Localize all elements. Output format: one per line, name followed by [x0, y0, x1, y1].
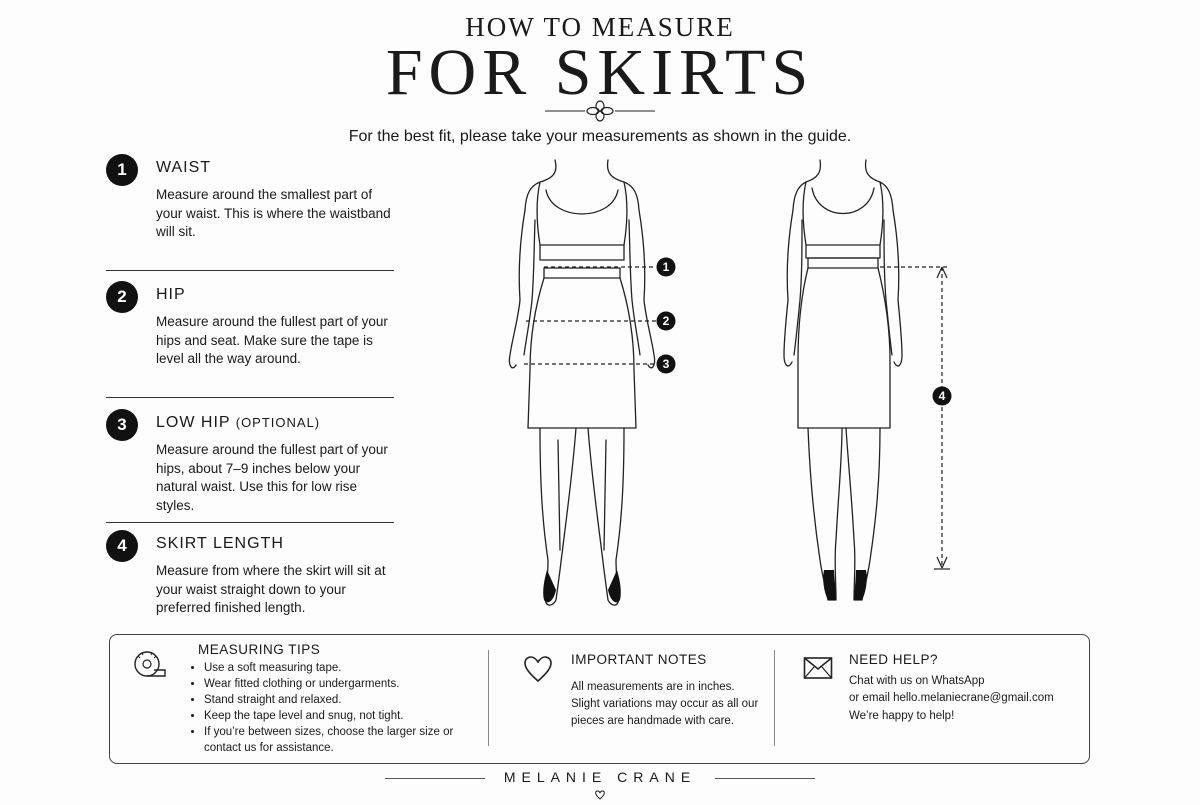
section-description: Measure around the smallest part of your waist. This is where the waistband will sit. — [156, 187, 391, 239]
section-hip — [106, 281, 396, 391]
step-number: 3 — [106, 409, 138, 441]
list-item: • If you’re between sizes, choose the larger size or contact us for assistance. — [204, 724, 475, 756]
marker-label: 2 — [662, 314, 670, 328]
help-line-3: We’re happy to help! — [849, 710, 955, 722]
section-description: Measure around the fullest part of your hips and seat. Make sure the tape is level all the way around. — [156, 314, 388, 366]
heart-icon — [523, 655, 553, 688]
tips-title: MEASURING TIPS — [198, 642, 321, 657]
brand-name: MELANIE CRANE — [503, 769, 697, 785]
optional-label: (OPTIONAL) — [235, 415, 321, 430]
divider — [106, 270, 394, 271]
step-number: 4 — [106, 530, 138, 562]
section-title: HIP — [156, 286, 186, 303]
list-item: • Use a soft measuring tape. — [204, 660, 475, 676]
section-description: Measure from where the skirt will sit at your waist straight down to your preferred finished length. — [156, 563, 386, 615]
divider — [106, 522, 394, 523]
subtitle: For the best fit, please take your measurements as shown in the guide. — [348, 128, 852, 145]
section-title: SKIRT LENGTH — [156, 535, 284, 552]
measuring-tape-icon — [132, 646, 168, 687]
divider — [774, 650, 775, 746]
help-title: NEED HELP? — [849, 652, 939, 667]
section-title: LOW HIP (OPTIONAL) — [156, 414, 321, 431]
marker-label: 4 — [938, 389, 946, 403]
front-figure — [500, 160, 700, 625]
tips-list — [190, 660, 475, 756]
title-small: HOW TO MEASURE — [465, 12, 735, 42]
marker-label: 1 — [662, 260, 670, 274]
list-item: • Keep the tape level and snug, not tight. — [204, 708, 475, 724]
marker-label: 3 — [662, 357, 670, 371]
heart-icon — [595, 787, 605, 805]
notes-title: IMPORTANT NOTES — [571, 652, 707, 667]
ornament-icon — [545, 100, 655, 127]
section-description: Measure around the fullest part of your hips, about 7–9 inches below your natural waist. Use this for low rise styles. — [156, 442, 388, 513]
envelope-icon — [803, 656, 833, 685]
section-skirt-length — [106, 530, 396, 630]
section-low-hip — [106, 409, 396, 519]
help-email[interactable]: or email hello.melaniecrane@gmail.com — [849, 692, 1054, 704]
list-item: • Stand straight and relaxed. — [204, 692, 475, 708]
help-line-1: Chat with us on WhatsApp — [849, 675, 985, 687]
section-title: WAIST — [156, 159, 212, 176]
notes-text: All measurements are in inches. Slight variations may occur as all our pieces are handmade with care. — [571, 681, 759, 727]
list-item: • Wear fitted clothing or undergarments. — [204, 676, 475, 692]
divider — [488, 650, 489, 746]
page-title: FOR SKIRTS — [385, 36, 815, 109]
step-number: 1 — [106, 154, 138, 186]
divider — [106, 397, 394, 398]
side-figure — [780, 160, 980, 625]
step-number: 2 — [106, 281, 138, 313]
section-waist — [106, 154, 396, 264]
